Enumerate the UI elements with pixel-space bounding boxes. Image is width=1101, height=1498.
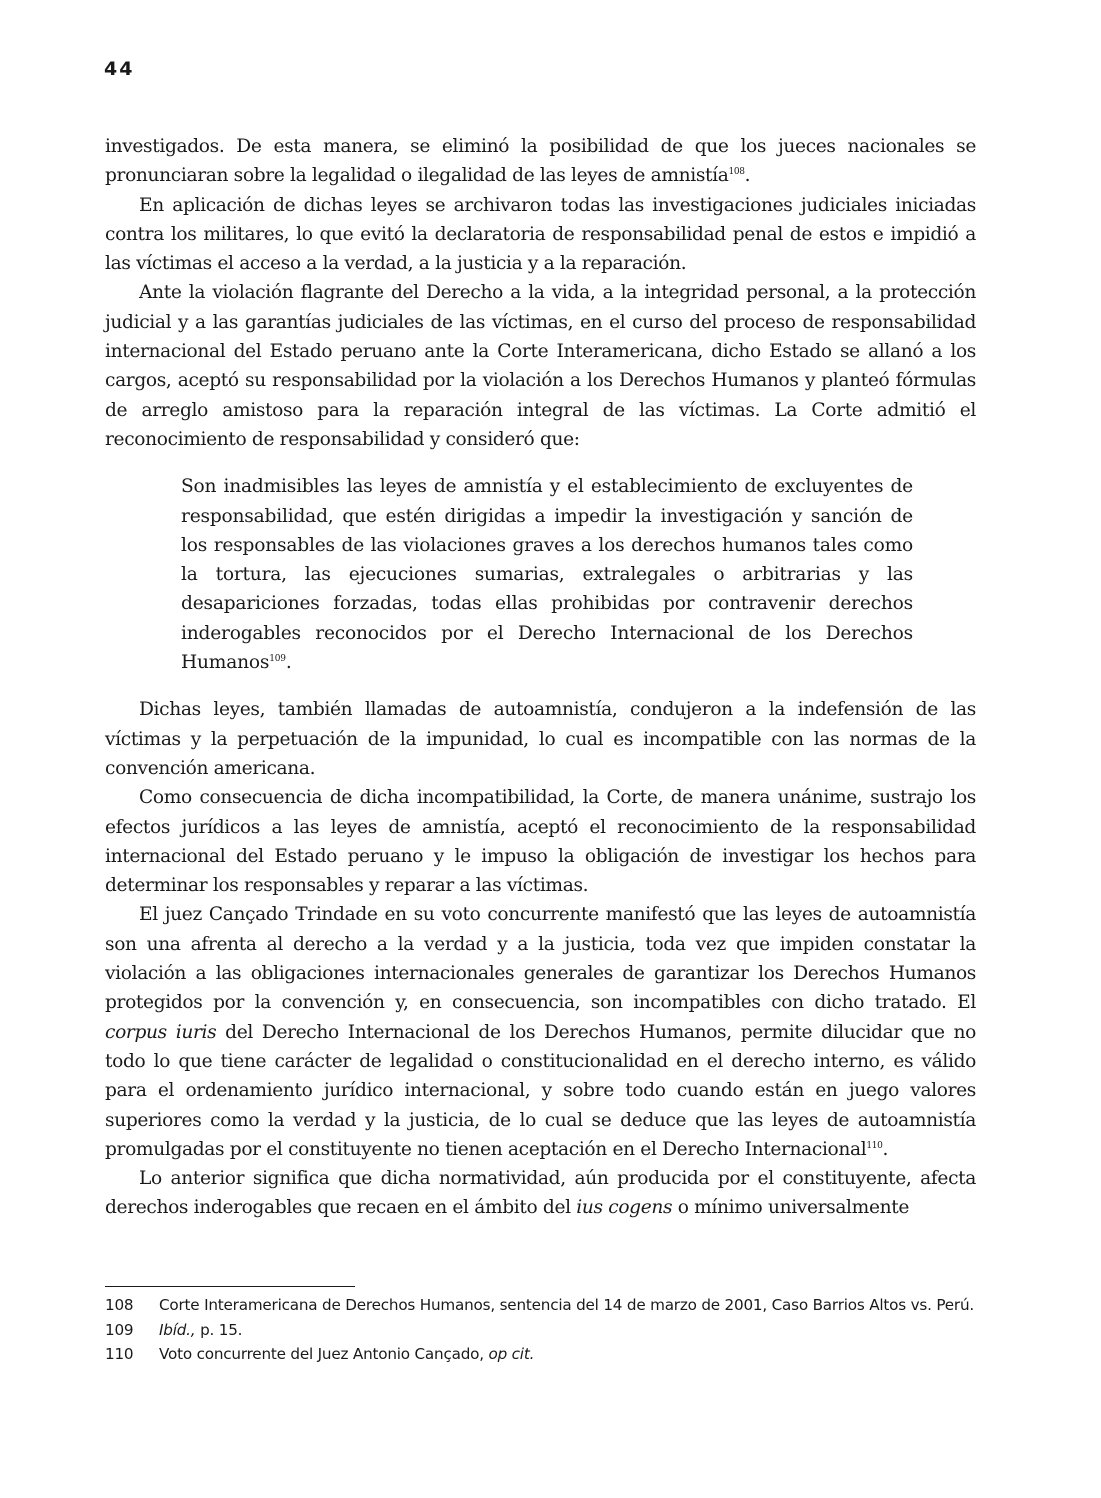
- paragraph-3: Ante la violación flagrante del Derecho a la vida, a la integridad personal, a la protección judicial y a las garantías judiciales de las víctimas, en el curso del proceso de responsabilidad internacional del Estado peruano ante la Corte Interamericana, dicho Estado se allanó a los cargos, aceptó su responsabilidad por la violación a los Derechos Humanos y planteó fórmulas de arreglo amistoso para la reparación integral de las víctimas. La Corte admitió el reconocimiento de responsabilidad y consideró que:: [105, 282, 976, 450]
- paragraph-7: [105, 1164, 976, 1223]
- footnote-ref-109[interactable]: 109: [269, 654, 286, 665]
- latin-term-ius-cogens: ius cogens: [576, 1197, 673, 1219]
- paragraph-1-end: .: [744, 165, 751, 187]
- paragraph-1-text: investigados. De esta manera, se eliminó la posibilidad de que los jueces nacionales se pronunciaran sobre la legalidad o ilegalidad de las leyes de amnistía: [105, 136, 976, 187]
- paragraph-6: [105, 900, 976, 1164]
- block-quote-end: .: [285, 652, 292, 674]
- footnote-italic: Ibíd.,: [159, 1320, 196, 1339]
- paragraph-7-text-a: Lo anterior significa que dicha normatividad, aún producida por el constituyente, afecta derechos inderogables que recaen en el ámbito del: [105, 1168, 976, 1219]
- footnote-number: 110: [105, 1345, 134, 1363]
- footnote-italic: op cit.: [488, 1345, 535, 1363]
- paragraph-4: Dichas leyes, también llamadas de autoamnistía, condujeron a la indefensión de las víctimas y la perpetuación de la impunidad, lo cual es incompatible con las normas de la convención americana.: [105, 699, 976, 779]
- footnote-divider: [105, 1286, 355, 1287]
- footnote-text: p. 15.: [195, 1320, 243, 1339]
- footnote-110: [105, 1342, 976, 1367]
- footnote-text: Voto concurrente del Juez Antonio Cançado,: [159, 1345, 489, 1363]
- block-quote-text: Son inadmisibles las leyes de amnistía y el establecimiento de excluyentes de responsabilidad, que estén dirigidas a impedir la investigación y sanción de los responsables de las violaciones graves a los derechos humanos tales como la tortura, las ejecuciones sumarias, extralegales o arbitrarias y las desapariciones forzadas, todas ellas prohibidas por contravenir derechos inderogables reconocidos por el Derecho Internacional de los Derechos Humanos: [181, 476, 913, 674]
- footnote-109: [105, 1318, 976, 1343]
- paragraph-1: [105, 132, 976, 191]
- footnote-ref-110[interactable]: 110: [866, 1140, 883, 1151]
- paragraph-6-text-b: del Derecho Internacional de los Derechos Humanos, permite dilucidar que no todo lo que tiene carácter de legalidad o constitucionalidad en el derecho interno, es válido para el ordenamiento jurídico internacional, y sobre todo cuando están en juego valores superiores como la verdad y la justicia, de lo cual se deduce que las leyes de autoamnistía promulgadas por el constituyente no tienen aceptación en el Derecho Internacional: [105, 1021, 976, 1160]
- paragraph-2: En aplicación de dichas leyes se archivaron todas las investigaciones judiciales iniciadas contra los militares, lo que evitó la declaratoria de responsabilidad penal de estos e impidió a las víctimas el acceso a la verdad, a la justicia y a la reparación.: [105, 194, 976, 275]
- paragraph-7-text-b: o mínimo universalmente: [672, 1197, 909, 1219]
- footnotes: [105, 1293, 976, 1367]
- body-text: [105, 132, 976, 1223]
- block-quote: [181, 472, 913, 677]
- paragraph-6-end: .: [882, 1138, 889, 1160]
- footnote-108: [105, 1293, 976, 1318]
- latin-term-corpus-iuris: corpus iuris: [105, 1021, 217, 1043]
- paragraph-6-text-a: El juez Cançado Trindade en su voto concurrente manifestó que las leyes de autoamnistía son una afrenta al derecho a la verdad y a la justicia, toda vez que impiden constatar la violación a las obligaciones internacionales generales de garantizar los Derechos Humanos protegidos por la convención y, en consecuencia, son incompatibles con dicho tratado. El: [105, 904, 976, 1014]
- footnote-number: 109: [105, 1320, 134, 1339]
- footnote-number: 108: [105, 1296, 134, 1314]
- paragraph-5: Como consecuencia de dicha incompatibilidad, la Corte, de manera unánime, sustrajo los efectos jurídicos a las leyes de amnistía, aceptó el reconocimiento de la responsabilidad internacional del Estado peruano y le impuso la obligación de investigar los hechos para determinar los responsables y reparar a las víctimas.: [105, 787, 976, 897]
- footnote-text: Corte Interamericana de Derechos Humanos, sentencia del 14 de marzo de 2001, Caso Barrios Altos vs. Perú.: [159, 1296, 975, 1314]
- page-number: 44: [104, 58, 135, 80]
- footnote-ref-108[interactable]: 108: [728, 167, 745, 178]
